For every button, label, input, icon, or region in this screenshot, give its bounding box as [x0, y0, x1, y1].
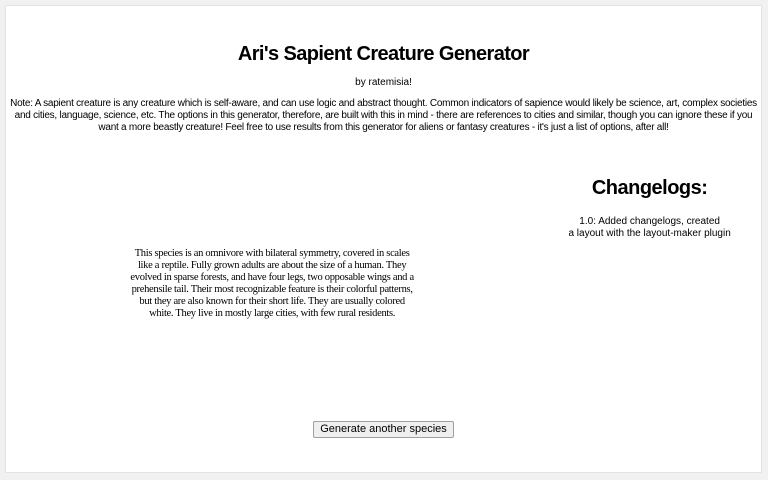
byline: by ratemisia!	[355, 77, 412, 88]
changelog-column	[538, 134, 761, 320]
changelogs-heading: Changelogs:	[591, 177, 708, 199]
content-area	[5, 5, 762, 473]
page-title: Ari's Sapient Creature Generator	[237, 43, 530, 65]
generate-species-button[interactable]: Generate another species	[313, 421, 454, 438]
changelog-line-2: a layout with the layout-maker plugin	[568, 227, 731, 239]
button-row	[6, 419, 761, 438]
changelog-entry	[538, 216, 761, 239]
species-description: This species is an omnivore with bilateral symmetry, covered in scales like a reptile. Fully grown adults are about the size of a human. They evolved in sparse forests, and have four legs, two opposable wings and a prehensile tail. Their most recognizable feature is their colorful patterns, but they are also known for their short life. They are usually colored white. They live in mostly large cities, with few rural residents.	[130, 248, 414, 319]
result-column	[6, 134, 538, 320]
main-columns	[6, 134, 761, 320]
changelog-line-1: 1.0: Added changelogs, created	[579, 216, 720, 227]
note-text: Note: A sapient creature is any creature which is self-aware, and can use logic and abstract thought. Common indicators of sapience would likely be science, art, complex societies and cities, language, science, etc. The options in this generator, therefore, are built with this in mind - there are references to cities and similar, though you can ignore these if you want a more beastly creature! Feel free to use results from this generator for aliens or fantasy creatures - it's just a list of options, after all!	[10, 98, 757, 133]
